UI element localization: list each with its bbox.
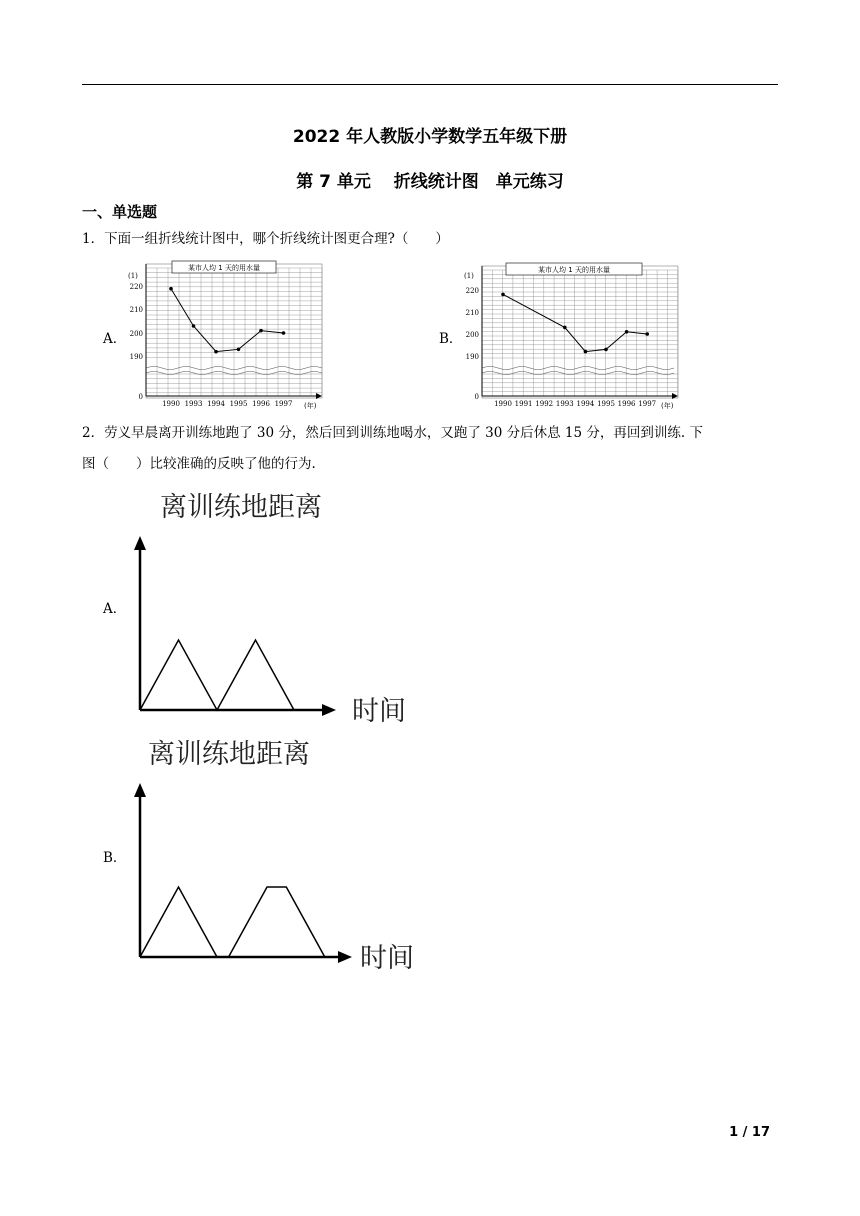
chart-d-xlabel: 时间 — [360, 943, 414, 974]
chart-b-x-ticks — [494, 400, 656, 408]
x-tick-label: 1996 — [252, 400, 270, 408]
q2-chart-b — [130, 733, 430, 977]
x-tick-label: 1995 — [229, 400, 248, 408]
q2-option-b-label: B． — [103, 850, 127, 866]
chart-b-ytick: 190 — [465, 353, 479, 361]
section-title: 一、单选题 — [82, 203, 158, 221]
chart-b-ytick: 220 — [465, 287, 479, 295]
doc-title: 2022 年人教版小学数学五年级下册 — [292, 127, 568, 147]
chart-b-axis-break-top — [482, 367, 674, 370]
x-tick-label: 1990 — [494, 400, 512, 408]
x-tick-label: 1993 — [555, 400, 574, 408]
chart-a-ytick: 210 — [129, 306, 143, 314]
chart-c-y-arrow — [134, 536, 146, 550]
chart-c-ylabel: 离训练地距离 — [160, 492, 322, 523]
page-number: 1 / 17 — [729, 1125, 770, 1140]
x-tick-label: 1992 — [535, 400, 554, 408]
chart-b-ytick: 210 — [465, 309, 479, 317]
chart-b-ylabel: (1) — [464, 272, 474, 280]
unit-title: 第 7 单元 折线统计图 单元练习 — [296, 172, 564, 192]
chart-a-ytick: 190 — [129, 353, 143, 361]
q2-chart-a — [130, 486, 430, 730]
chart-a-title: 某市人均 1 天的用水量 — [188, 264, 260, 272]
x-tick-label: 1995 — [597, 400, 615, 408]
question-2-line-1: 2．劳义早晨离开训练地跑了 30 分，然后回到训练地喝水，又跑了 30 分后休息 15 分，再回到训练. 下 — [82, 425, 703, 441]
x-tick-label: 1997 — [274, 400, 293, 408]
chart-a-ytick: 200 — [129, 330, 143, 338]
chart-b-ytick: 0 — [474, 393, 479, 401]
data-point — [604, 348, 608, 352]
chart-b-y-ticks — [466, 287, 479, 401]
data-point — [192, 324, 196, 328]
chart-c-xlabel: 时间 — [352, 696, 406, 727]
q1-chart-b — [460, 260, 682, 410]
question-2-line-2: 图（ ）比较准确的反映了他的行为. — [82, 456, 316, 472]
q2-option-a-label: A． — [103, 601, 127, 617]
chart-b-ytick: 200 — [465, 331, 479, 339]
x-tick-label: 1990 — [162, 400, 180, 408]
chart-a-grid — [146, 268, 322, 396]
data-point — [645, 332, 649, 336]
x-tick-label: 1997 — [638, 400, 657, 408]
data-point — [563, 326, 567, 330]
chart-d-series-line — [140, 887, 325, 957]
x-tick-label: 1996 — [617, 400, 636, 408]
data-point — [214, 350, 218, 354]
data-point — [169, 287, 173, 291]
chart-a-y-ticks — [130, 283, 143, 401]
chart-d-ylabel: 离训练地距离 — [148, 739, 310, 770]
chart-a-ytick: 220 — [129, 283, 143, 291]
data-point — [237, 348, 241, 352]
x-tick-label: 1994 — [576, 400, 595, 408]
data-point — [584, 350, 588, 354]
data-point — [259, 329, 263, 333]
chart-a-x-ticks — [162, 400, 292, 408]
x-tick-label: 1993 — [184, 400, 203, 408]
chart-a-ylabel: (1) — [128, 272, 138, 280]
chart-d-x-arrow — [338, 951, 352, 963]
q1-option-b-label: B． — [439, 331, 463, 347]
q1-option-a-label: A． — [103, 331, 127, 347]
chart-b-xlabel: (年) — [661, 402, 674, 410]
chart-d-y-arrow — [134, 783, 146, 797]
chart-a-series-line — [171, 289, 284, 352]
chart-a-ytick: 0 — [138, 393, 143, 401]
chart-b-title: 某市人均 1 天的用水量 — [538, 266, 610, 274]
chart-c-x-arrow — [322, 704, 336, 716]
chart-a-points — [169, 287, 285, 354]
question-1-text: 1．下面一组折线统计图中，哪个折线统计图更合理?（ ） — [82, 231, 449, 247]
data-point — [282, 331, 286, 335]
x-tick-label: 1991 — [514, 400, 533, 408]
q1-chart-a — [124, 258, 324, 410]
chart-a-xlabel: (年) — [304, 402, 317, 410]
chart-c-series-line — [140, 640, 294, 710]
x-tick-label: 1994 — [207, 400, 225, 408]
data-point — [625, 330, 629, 334]
header-rule — [82, 84, 778, 85]
data-point — [501, 293, 505, 297]
